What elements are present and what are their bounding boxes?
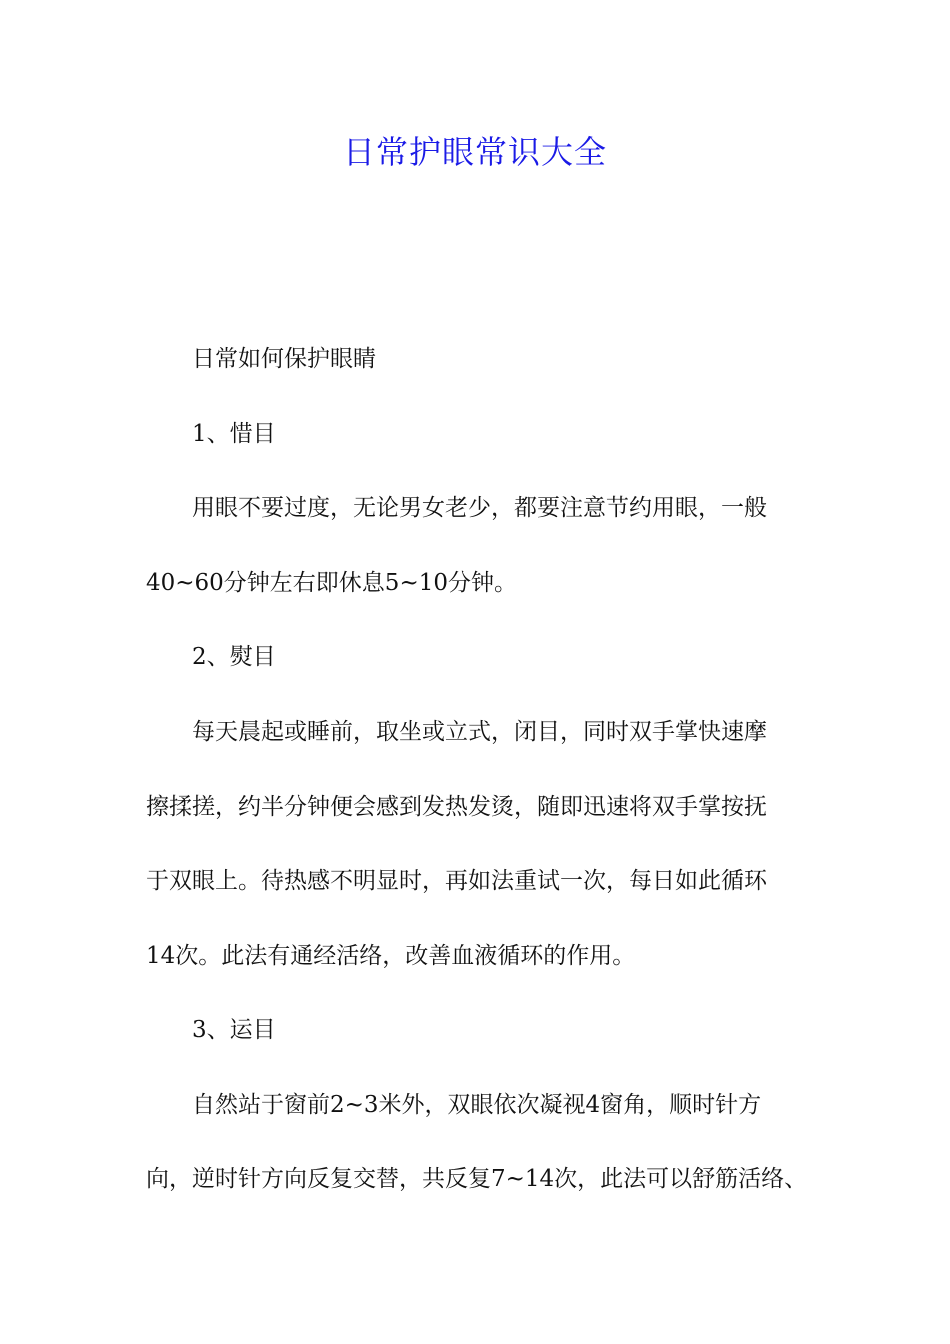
- paragraph-line: 擦揉搓，约半分钟便会感到发热发烫，随即迅速将双手掌按抚: [146, 794, 767, 820]
- item-heading-3: 3、运目: [192, 1017, 276, 1043]
- item-heading-1: 1、惜目: [192, 421, 276, 447]
- paragraph-line: 于双眼上。待热感不明显时，再如法重试一次，每日如此循环: [146, 868, 767, 894]
- paragraph-line: 14次。此法有通经活络，改善血液循环的作用。: [146, 943, 636, 969]
- section-heading: 日常如何保护眼睛: [192, 346, 376, 372]
- paragraph-line: 用眼不要过度，无论男女老少，都要注意节约用眼，一般: [192, 495, 767, 521]
- item-heading-2: 2、熨目: [192, 644, 276, 670]
- document-title: 日常护眼常识大全: [342, 133, 607, 171]
- paragraph-line: 40~60分钟左右即休息5~10分钟。: [146, 570, 517, 596]
- paragraph-line: 向，逆时针方向反复交替，共反复7~14次，此法可以舒筋活络、: [146, 1166, 808, 1192]
- paragraph-line: 每天晨起或睡前，取坐或立式，闭目，同时双手掌快速摩: [192, 719, 767, 745]
- paragraph-line: 自然站于窗前2~3米外，双眼依次凝视4窗角，顺时针方: [192, 1092, 762, 1118]
